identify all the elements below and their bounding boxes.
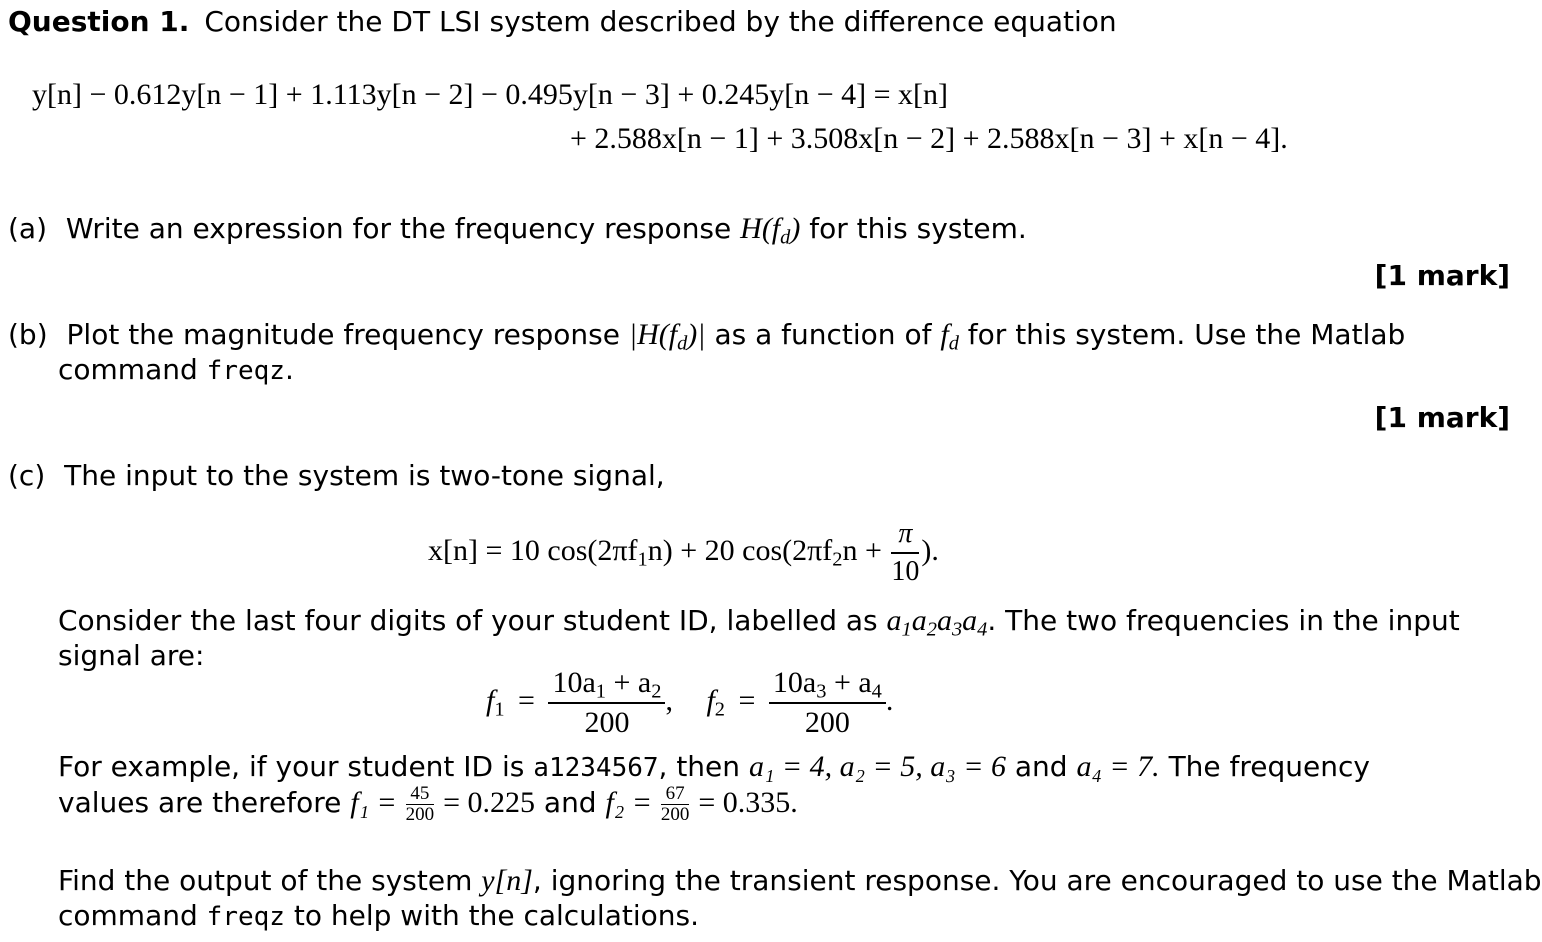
equation-line-1-text: y[n] − 0.612y[n − 1] + 1.113y[n − 2] − 0.495y[n − 3] + 0.245y[n − 4] = x[n] — [32, 78, 949, 111]
example-line-1 — [58, 752, 1370, 782]
part-a-mark: [1 mark] — [1374, 259, 1510, 292]
part-c — [8, 459, 665, 492]
find-text-a: Find the output of the system — [58, 864, 473, 897]
part-a-label: (a) — [8, 212, 48, 245]
part-a-math: $H(f_d)$ — [740, 212, 801, 249]
student-id-text-2: . The two frequencies in the input — [987, 604, 1460, 637]
part-b-code: freqz — [206, 356, 285, 386]
example-and: and — [1014, 750, 1068, 783]
part-b-text-1: Plot the magnitude frequency response — [66, 318, 620, 351]
part-b-text-3: for this system. Use the Matlab — [967, 318, 1406, 351]
find-line-2-a: command — [58, 899, 198, 932]
example-digits: a₁ = 4, a₂ = 5, a₃ = 6 — [748, 750, 1006, 783]
example-f2: f₂ = — [605, 786, 653, 819]
signal-equation: x[n] = 10 $\cos(2\pi f_1n) + 20$ $\cos(2\pi f_2n$ + $\frac{\pi}{10}$ ). — [428, 518, 939, 587]
part-c-label: (c) — [8, 459, 46, 492]
part-b-line-2-end: . — [284, 353, 294, 386]
find-output-line-1 — [58, 866, 1542, 896]
part-a — [8, 212, 1027, 249]
find-text-b: , ignoring the transient response. You are encouraged to use the Matlab — [532, 864, 1542, 897]
f2-fraction: $\frac{10a_3 + a_4}{200}$ — [769, 668, 886, 738]
part-b-math: $|H(f_d)|$ — [628, 318, 706, 355]
example-f1: f₁ = — [350, 786, 397, 819]
example-values-and: and — [543, 786, 597, 819]
find-output-line-2 — [58, 899, 699, 932]
example-digit-4: a₄ = 7. — [1076, 750, 1160, 783]
example-values-text: values are therefore — [58, 786, 342, 819]
example-student-id: a1234567 — [533, 753, 659, 783]
frequency-formulas: $f_1$ = $\frac{10a_1 + a_2}{200}$ , $f_2$ = $\frac{10a_3 + a_4}{200}$ . — [486, 666, 894, 739]
example-f1-value: = 0.225 — [443, 786, 535, 819]
part-b-line-2 — [58, 353, 294, 386]
student-id-text: Consider the last four digits of your student ID, labelled as — [58, 604, 878, 637]
part-b — [8, 318, 1406, 355]
student-id-line-1 — [58, 604, 1460, 641]
pi-over-ten-fraction: $\frac{\pi}{10}$ — [891, 518, 920, 587]
difference-equation-line-2 — [570, 124, 1288, 154]
part-a-text-end: for this system. — [809, 212, 1027, 245]
part-b-mark: [1 mark] — [1374, 401, 1510, 434]
part-a-text: Write an expression for the frequency response — [65, 212, 732, 245]
part-b-line-2-text: command — [58, 353, 198, 386]
example-text-b: , then — [658, 750, 741, 783]
part-b-math-2: $f_d$ — [940, 318, 959, 355]
equation-line-2-text: + 2.588x[n − 1] + 3.508x[n − 2] + 2.588x[n − 3] + x[n − 4]. — [570, 122, 1288, 155]
digit-labels: $a_1a_2a_3a_4$ — [886, 604, 988, 641]
example-text-a: For example, if your student ID is — [58, 750, 525, 783]
example-line-2 — [58, 784, 798, 824]
f1-fraction: $\frac{10a_1 + a_2}{200}$ — [548, 668, 665, 738]
difference-equation-line-1 — [32, 80, 948, 110]
part-b-text-2: as a function of — [714, 318, 932, 351]
student-id-line-2: signal are: — [58, 639, 205, 672]
question-intro: Consider the DT LSI system described by the difference equation — [204, 5, 1117, 38]
find-line-2-b: to help with the calculations. — [293, 899, 699, 932]
example-f1-fraction: $\frac{45}{200}$ — [405, 783, 435, 825]
find-code: freqz — [206, 902, 285, 932]
example-f2-fraction: $\frac{67}{200}$ — [660, 783, 690, 825]
example-f2-value: = 0.335. — [698, 786, 798, 819]
part-b-label: (b) — [8, 318, 48, 351]
question-label: Question 1. — [8, 5, 190, 38]
find-output-math: y[n] — [481, 864, 533, 897]
part-c-text: The input to the system is two-tone signal, — [64, 459, 665, 492]
question-header — [8, 5, 1117, 38]
example-text-c: The frequency — [1168, 750, 1370, 783]
